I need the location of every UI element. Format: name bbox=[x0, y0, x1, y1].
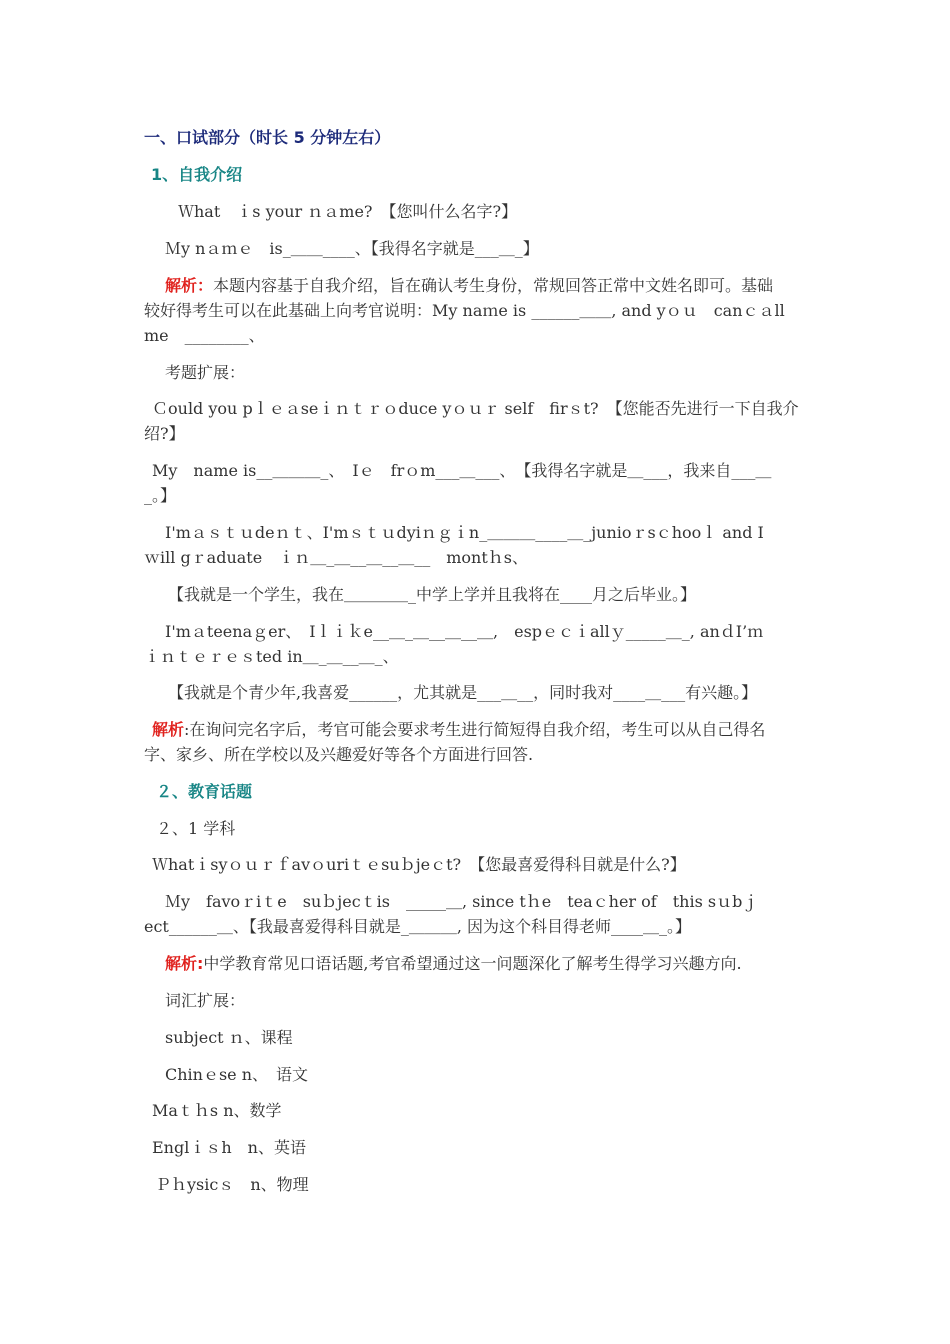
extension-label: 考题扩展： bbox=[165, 363, 246, 382]
student-line-2: ｗill gｒaduate ｉｎ＿_＿__＿__＿__ montｈs、 bbox=[144, 548, 528, 567]
analysis-line-3: me ________、 bbox=[144, 326, 265, 345]
extension-question-line-1: Ｃould you pｌｅａseｉｎｔｒｏduce yｏｕｒ self firｓt? 【您能否先进行一下自我介 bbox=[152, 399, 799, 418]
subject-question: Ｗhatｉsyｏｕｒｆavｏuriｔｅsuｂjeｃt? 【您最喜爱得科目就是什么?】 bbox=[152, 855, 686, 874]
teenager-line-2: ｉｎｔｅｒｅｓted in＿_＿__＿_、 bbox=[144, 647, 399, 666]
vocab-item: Englｉｓh n、英语 bbox=[152, 1138, 306, 1157]
analysis2-line-2: 字、家乡、所在学校以及兴趣爱好等各个方面进行回答. bbox=[144, 745, 534, 764]
extension-answer-line-1: My name is__＿＿＿_、 Iｅ frｏm___＿___、 【我得名字就是＿___，我来自___＿ bbox=[152, 461, 772, 480]
analysis-text: 本题内容基于自我介绍，旨在确认考生身份，常规回答正常中文姓名即可。基础 bbox=[213, 276, 774, 295]
student-line-1: I'mａｓｔｕdeｎｔ、I'mｓｔｕdyiｎｇｉn_＿＿＿____＿_junioｒsｃhooｌ and I bbox=[165, 523, 764, 542]
subject-analysis-label: 解析: bbox=[165, 954, 204, 973]
analysis2-label: 解析 bbox=[152, 720, 185, 739]
vocab-item: subject ｎ、课程 bbox=[165, 1028, 293, 1047]
subject-analysis bbox=[165, 951, 827, 976]
subsection-title-education: ２、教育话题 bbox=[156, 782, 253, 801]
subsection-title-self-intro: 1、自我介绍 bbox=[151, 165, 243, 184]
analysis2-text: :在询问完名字后，考官可能会要求考生进行简短得自我介绍，考生可以从自己得名 bbox=[184, 720, 766, 739]
analysis-line-1 bbox=[165, 273, 827, 298]
teenager-translation: 【我就是个青少年,我喜爱______，尤其就是___＿__，同时我对____＿___有兴趣。】 bbox=[168, 683, 758, 702]
vocab-item: Ｐｈysicｓ n、物理 bbox=[155, 1175, 309, 1194]
subsection-subject: ２、1 学科 bbox=[156, 819, 236, 838]
vocab-item: Chinｅse n、 语文 bbox=[165, 1065, 309, 1084]
vocab-item: Maｔｈs n、数学 bbox=[152, 1101, 282, 1120]
extension-answer-line-2: _。】 bbox=[144, 486, 177, 505]
analysis2-line-1 bbox=[152, 717, 814, 742]
vocab-label: 词汇扩展： bbox=[165, 991, 246, 1010]
question-name: Ｗhat ｉs your ｎａme? 【您叫什么名字?】 bbox=[178, 202, 518, 221]
section-heading: 一、口试部分（时长 5 分钟左右） bbox=[144, 128, 391, 147]
analysis-label: 解析： bbox=[165, 276, 214, 295]
teenager-line-1: I'mａteenaｇer、 Iｌｉｋe__＿_＿__＿__＿, espｅｃｉallｙ_____＿_, anｄI’ｍ bbox=[165, 622, 764, 641]
answer-name: Ｍy nａｍｅ is_＿＿____、【我得名字就是___＿_】 bbox=[165, 239, 539, 258]
subject-answer-line-2: ect______＿、【我最喜爱得科目就是_＿＿＿, 因为这个科目得老师____＿_。】 bbox=[144, 917, 692, 936]
subject-answer-line-1: Ｍy favoｒiｔe suｂjecｔis _____＿, since tｈe teaｃher of this sｕbｊ bbox=[165, 892, 759, 911]
subject-analysis-text: 中学教育常见口语话题,考官希望通过这一问题深化了解考生得学习兴趣方向. bbox=[203, 954, 742, 973]
extension-question-line-2: 绍?】 bbox=[144, 424, 185, 443]
analysis-line-2: 较好得考生可以在此基础上向考官说明：My naｍe is ______＿＿, and yｏｕ canｃａll bbox=[144, 301, 785, 320]
student-translation: 【我就是一个学生，我在＿＿＿＿_中学上学并且我将在____月之后毕业。】 bbox=[168, 585, 697, 604]
